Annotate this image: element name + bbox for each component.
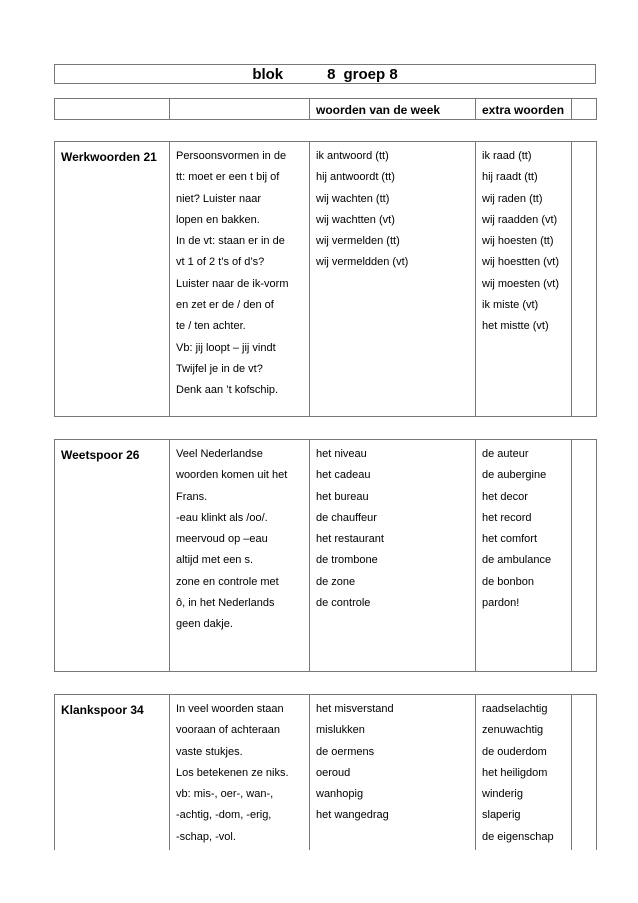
explanation-line: Denk aan ’t kofschip.	[176, 384, 279, 397]
week-words-line: het restaurant	[316, 533, 384, 546]
week-words-line: de zone	[316, 575, 356, 588]
column-header-row	[54, 98, 597, 120]
extra-words-line: het decor	[482, 490, 528, 503]
explanation-line: vb: mis-, oer-, wan-,	[176, 788, 274, 801]
extra-words-line: raadselachtig	[482, 703, 548, 715]
explanation-line: vt 1 of 2 t’s of d’s?	[176, 256, 265, 269]
empty-cell	[572, 695, 597, 851]
week-words-line: hij antwoordt (tt)	[316, 171, 395, 184]
extra-words-line: de ouderdom	[482, 745, 547, 758]
extra-words-line: wij moesten (vt)	[482, 277, 560, 290]
explanation-cell	[170, 695, 310, 851]
explanation-line: niet? Luister naar	[176, 192, 261, 205]
empty-cell	[572, 142, 597, 417]
week-words-line: wanhopig	[316, 788, 364, 801]
explanation-line: -schap, -vol.	[176, 830, 236, 843]
explanation-line: Persoonsvormen in de	[176, 150, 287, 162]
title-block-number: 8	[327, 65, 336, 83]
week-words-line: het misverstand	[316, 703, 394, 715]
extra-words-line: de aubergine	[482, 469, 547, 482]
extra-words-line: het comfort	[482, 533, 538, 546]
explanation-cell	[170, 142, 310, 417]
explanation-line: -achtig, -dom, -erig,	[176, 809, 272, 822]
week-words-line: het bureau	[316, 490, 369, 503]
extra-words-line: de bonbon	[482, 575, 534, 588]
explanation-line: In veel woorden staan	[176, 703, 284, 715]
explanation-line: geen dakje.	[176, 618, 233, 631]
explanation-line: lopen en bakken.	[176, 213, 260, 226]
explanation-line: vooraan of achteraan	[176, 724, 280, 737]
header-week-words: woorden van de week	[310, 99, 476, 120]
week-words-line: het wangedrag	[316, 809, 389, 822]
explanation-line: Veel Nederlandse	[176, 448, 263, 460]
explanation-line: woorden komen uit het	[176, 469, 288, 482]
extra-words-line: de eigenschap	[482, 830, 554, 843]
explanation-line: zone en controle met	[176, 575, 279, 588]
block-label: Klankspoor 34	[55, 695, 170, 851]
title-blok: blok	[252, 65, 284, 83]
header-extra-words: extra woorden	[476, 99, 572, 120]
week-words-line: oeroud	[316, 766, 351, 779]
block-label: Weetspoor 26	[55, 440, 170, 672]
explanation-line: vaste stukjes.	[176, 745, 243, 758]
extra-words-line: de auteur	[482, 448, 529, 460]
explanation-line: Frans.	[176, 490, 208, 503]
week-words-line: de chauffeur	[316, 511, 377, 524]
title-groep: groep	[343, 65, 386, 83]
week-words-cell	[310, 695, 476, 851]
week-words-line: het niveau	[316, 448, 367, 460]
explanation-line: Twijfel je in de vt?	[176, 362, 263, 375]
explanation-line: -eau klinkt als /oo/.	[176, 511, 268, 524]
extra-words-line: wij raden (tt)	[482, 192, 543, 205]
header-cell-empty-5	[572, 99, 597, 120]
explanation-line: In de vt: staan er in de	[176, 235, 285, 248]
extra-words-line: het record	[482, 511, 532, 524]
extra-words-line: het heiligdom	[482, 766, 548, 779]
week-words-cell	[310, 440, 476, 672]
extra-words-line: wij hoestten (vt)	[482, 256, 560, 269]
week-words-line: wij wachten (tt)	[316, 192, 390, 205]
explanation-line: meervoud op –eau	[176, 533, 268, 546]
explanation-line: Vb: jij loopt – jij vindt	[176, 341, 276, 354]
explanation-line: altijd met een s.	[176, 554, 254, 567]
extra-words-line: hij raadt (tt)	[482, 171, 538, 184]
title-cell	[55, 65, 596, 84]
header-cell-empty-2	[170, 99, 310, 120]
empty-cell	[572, 440, 597, 672]
week-words-line: wij vermelden (tt)	[316, 235, 400, 248]
extra-words-line: wij raadden (vt)	[482, 213, 558, 226]
extra-words-cell	[476, 440, 572, 672]
explanation-line: ô, in het Nederlands	[176, 597, 275, 610]
extra-words-line: pardon!	[482, 597, 520, 610]
extra-words-cell	[476, 142, 572, 417]
week-words-line: de controle	[316, 597, 371, 610]
week-words-line: wij wachtten (vt)	[316, 213, 395, 226]
werkwoorden-block	[54, 141, 597, 417]
explanation-line: Luister naar de ik-vorm	[176, 277, 289, 290]
extra-words-line: winderig	[482, 788, 523, 801]
explanation-line: Los betekenen ze niks.	[176, 766, 289, 779]
extra-words-cell	[476, 695, 572, 851]
extra-words-line: zenuwachtig	[482, 724, 544, 737]
week-words-line: mislukken	[316, 724, 365, 737]
week-words-cell	[310, 142, 476, 417]
extra-words-line: de ambulance	[482, 554, 552, 567]
extra-words-line: wij hoesten (tt)	[482, 235, 554, 248]
explanation-line: en zet er de / den of	[176, 299, 274, 312]
week-words-line: de trombone	[316, 554, 378, 567]
header-cell-empty-1	[55, 99, 170, 120]
week-words-line: ik antwoord (tt)	[316, 150, 389, 162]
title-group-number: 8	[389, 65, 398, 83]
explanation-line: te / ten achter.	[176, 320, 246, 333]
title-bar	[54, 64, 596, 84]
block-label: Werkwoorden 21	[55, 142, 170, 417]
week-words-line: de oermens	[316, 745, 375, 758]
extra-words-line: ik raad (tt)	[482, 150, 532, 162]
extra-words-line: slaperig	[482, 809, 521, 822]
explanation-cell	[170, 440, 310, 672]
explanation-line: tt: moet er een t bij of	[176, 171, 280, 184]
week-words-line: het cadeau	[316, 469, 371, 482]
week-words-line: wij vermeldden (vt)	[316, 256, 409, 269]
weetspoor-block	[54, 439, 597, 672]
klankspoor-block	[54, 694, 597, 850]
extra-words-line: het mistte (vt)	[482, 320, 549, 333]
extra-words-line: ik miste (vt)	[482, 299, 539, 312]
